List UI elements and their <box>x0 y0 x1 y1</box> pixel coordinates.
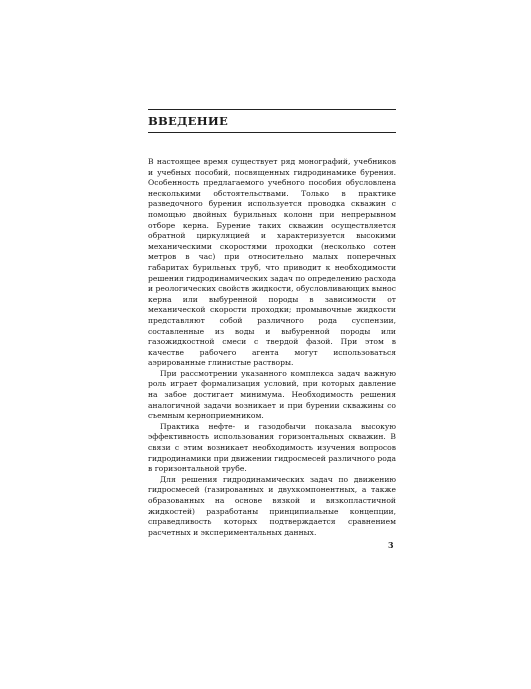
page-number: 3 <box>388 540 394 550</box>
paragraph-2: При рассмотрении указанного комплекса задач важную роль играет формализация условий, при которых давление на забое достигает минимума. Необходимость решения аналогичной задачи возникает и при бурении скважины со съемным керноприемником. <box>148 368 396 421</box>
chapter-heading: ВВЕДЕНИЕ <box>148 114 229 128</box>
heading-top-rule <box>148 109 396 110</box>
paragraph-4: Для решения гидродинамических задач по движению гидросмесей (газированных и двухкомпонентных, а также образованных на основе вязкой и вязкопластичной жидкостей) разработаны принципиальные концепции, справедливость которых подтверждается сравнением расчетных и экспериментальных данных. <box>148 474 396 537</box>
paragraph-1: В настоящее время существует ряд монографий, учебников и учебных пособий, посвященных гидродинамике бурения. Особенность предлагаемого учебного пособия обусловлена несколькими обстоятельствами. Только в практике разведочного бурения используется проводка скважин с помощью двойных бурильных колонн при непрерывном отборе керна. Бурение таких скважин осуществляется обратной циркуляцией и характеризуется высокими механическими скоростями проходки (несколько сотен метров в час) при относительно малых поперечных габаритах бурильных труб, что приводит к необходимости решения гидродинамических задач по определению расхода и реологических свойств жидкости, обусловливающих вынос керна или выбуренной породы в зависимости от механической скорости проходки; промывочные жидкости представляют собой различного рода суспензии, составленные из воды и выбуренной породы или газожидкостной смеси с твердой фазой. При этом в качестве рабочего агента могут использоваться аэрированные глинистые растворы. <box>148 157 396 368</box>
body-text <box>148 157 396 538</box>
paragraph-3: Практика нефте- и газодобычи показала высокую эффективность использования горизонтальных скважин. В связи с этим возникает необходимость изучения вопросов гидродинамики при движении гидросмесей различного рода в горизонтальной трубе. <box>148 421 396 474</box>
heading-bottom-rule <box>148 132 396 133</box>
